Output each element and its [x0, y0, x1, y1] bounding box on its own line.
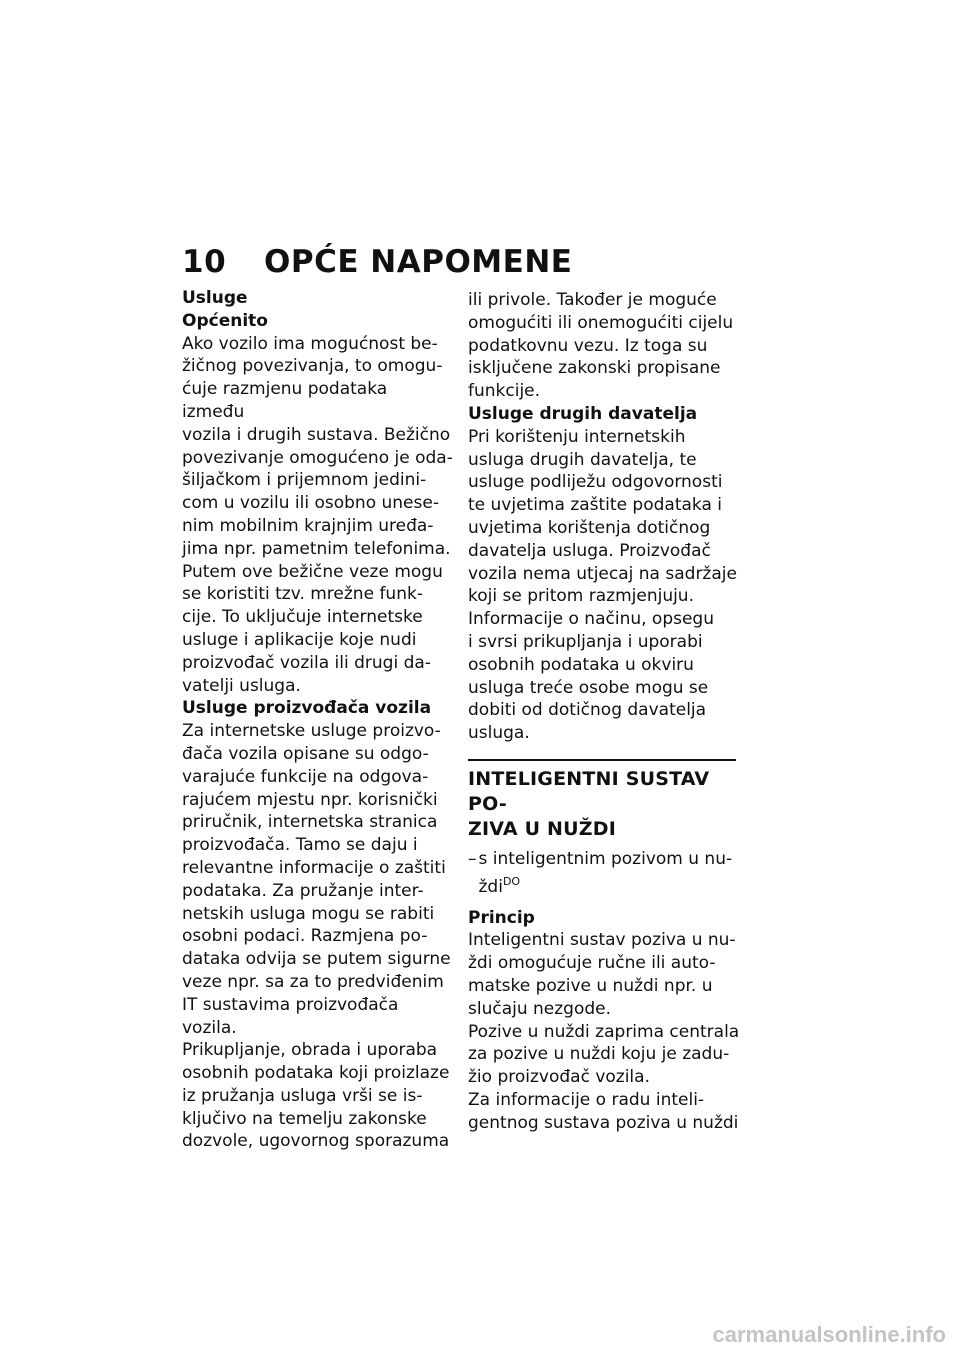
paragraph-manufacturer-2: Prikupljanje, obrada i uporaba osobnih podataka koji proizlaze iz pružanja usluga vrši se is- ključivo na temelju zakonske dozvole, ugovornog sporazuma: [182, 1040, 450, 1152]
note-superscript: DO: [502, 874, 521, 888]
chapter-heading: [182, 244, 572, 280]
paragraph-manufacturer-1: Za internetske usluge proizvo- đača vozila opisane su odgo- varajuće funkcije na odgova- rajućem mjestu npr. korisnički priručnik, internetska stranica proizvođača. Tamo se daju i relevantne informacije o zaštiti podataka. Za pružanje inter- netskih usluga mogu se rabiti osobni podaci. Razmjena po- dataka odvija se putem sigurne veze npr. sa za to predviđenim IT sustavima proizvođača vozila.: [182, 721, 451, 1038]
section-divider: [468, 759, 736, 761]
heading-manufacturer-services: Usluge proizvođača vozila: [182, 698, 432, 719]
paragraph-principle-1: Inteligentni sustav poziva u nu- ždi omogućuje ručne ili auto- matske pozive u nuždi npr. u slučaju nezgode.: [468, 930, 736, 1019]
heading-services: Usluge: [182, 288, 248, 308]
note-text: s inteligentnim pozivom u nu- ždi: [478, 848, 733, 897]
chapter-number: 10: [182, 244, 227, 280]
equipment-note: [468, 848, 740, 899]
paragraph-continued: ili privole. Također je moguće omogućiti ili onemogućiti cijelu podatkovnu vezu. Iz toga su isključene zakonski propisane funkcije.: [468, 290, 734, 402]
heading-other-providers: Usluge drugih davatelja: [468, 403, 698, 424]
paragraph-general: Ako vozilo ima mogućnost be- žičnog povezivanja, to omogu- ćuje razmjenu podataka između vozila i drugih sustava. Bežično povezivanje omogućeno je oda- šiljačkom i prijemnom jedini- com u vozilu ili osobno unese- nim mobilnim krajnjim uređa- jima npr. pametnim telefonima. Putem ove bežične veze mogu se koristiti tzv. mrežne funk- cije. To uključuje internetske usluge i aplikacije koje nudi proizvođač vozila ili drugi da- vatelji usluga.: [182, 333, 453, 696]
section-title: INTELIGENTNI SUSTAV PO- ZIVA U NUŽDI: [468, 767, 710, 840]
heading-principle: Princip: [468, 907, 535, 928]
right-column: [468, 289, 740, 1135]
left-column: [182, 287, 454, 1153]
chapter-title: OPĆE NAPOMENE: [264, 244, 573, 280]
paragraph-principle-2: Pozive u nuždi zaprima centrala za pozive u nuždi koju je zadu- žio proizvođač vozila.: [468, 1021, 740, 1088]
paragraph-other-1: Pri korištenju internetskih usluga drugih davatelja, te usluge podliježu odgovornosti te uvjetima zaštite podataka i uvjetima korištenja dotičnog davatelja usluga. Proizvođač vozila nema utjecaj na sadržaje koji se pritom razmjenjuju.: [468, 426, 737, 607]
paragraph-principle-3: Za informacije o radu inteli- gentnog sustava poziva u nuždi: [468, 1089, 739, 1133]
watermark: carmanualsonline.info: [712, 1322, 946, 1347]
paragraph-other-2: Informacije o načinu, opsegu i svrsi prikupljanja i uporabi osobnih podataka u okviru usluga treće osobe mogu se dobiti od dotičnog davatelja usluga.: [468, 609, 714, 744]
note-dash: –: [468, 848, 477, 869]
heading-general: Općenito: [182, 310, 268, 331]
